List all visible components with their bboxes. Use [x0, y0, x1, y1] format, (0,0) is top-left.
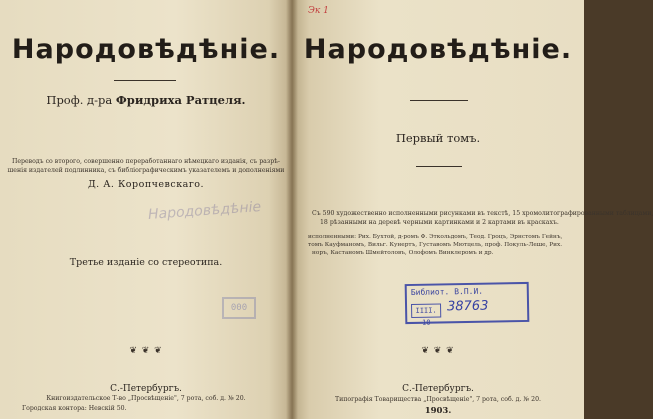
right-title: Народовѣдѣніе. — [303, 34, 573, 65]
edition-note: Третье изданіе со стереотипа. — [69, 257, 223, 268]
left-office: Городская контора: Невскій 50. — [22, 405, 127, 412]
left-title-rule — [114, 80, 176, 81]
left-author — [0, 93, 292, 107]
library-stamp-line-1: Библиот. В.П.И. — [410, 286, 484, 297]
left-publisher: Книгоиздательское Т-во „Просвѣщеніе", 7 рота, соб. д. № 20. — [46, 395, 246, 402]
publication-year: 1903. — [424, 406, 452, 416]
left-page — [0, 0, 292, 419]
right-page — [292, 0, 653, 419]
library-stamp — [405, 282, 530, 327]
translator-name: Д. А. Коропчевскаго. — [87, 179, 205, 190]
translation-line-2: шенія издателей подлинника, съ библіографическимъ указателемъ и дополненіями — [7, 167, 285, 174]
faded-watermark-text: Народовѣдѣніе — [147, 199, 262, 223]
author-prefix: Проф. д-ра — [46, 93, 113, 107]
author-name: Фридриха Ратцеля. — [115, 93, 246, 107]
right-title-rule — [410, 100, 468, 101]
right-printer: Типографія Товарищества „Просвѣщеніе", 7 рота, соб. д. № 20. — [334, 396, 542, 403]
library-stamp-date-box: ІІІІ. 10 — [411, 303, 441, 318]
faded-corner-stamp: 000 — [222, 297, 256, 319]
artists-line-3: норъ, Кастаномъ Шмейтоловъ, Олофомъ Винклеромъ и др. — [312, 250, 494, 256]
illustrations-line-2: 18 рѣзанными на деревѣ черными картинками и 2 картами въ краскахъ. — [320, 219, 559, 226]
left-title: Народовѣдѣніе. — [11, 34, 281, 65]
left-ornament: ❦ ❦ ❦ — [129, 346, 163, 356]
artists-line-2: томъ Кауфманомъ, Вильг. Кунертъ, Густавомъ Мютцель, проф. Покуль-Леше, Рих. — [308, 242, 563, 248]
translation-line-1: Переводъ со второго, совершенно переработаннаго нѣмецкаго изданія, съ разрѣ- — [11, 158, 281, 165]
volume-label: Первый томъ. — [395, 131, 481, 145]
right-ornament: ❦ ❦ ❦ — [421, 346, 455, 356]
illustrations-line-1: Съ 590 художественно исполненными рисунками въ текстѣ, 15 хромолитографированными таблицами, — [312, 210, 653, 217]
left-city: С.-Петербургъ. — [110, 384, 182, 394]
right-volume-rule — [416, 166, 462, 167]
book-gutter — [286, 0, 298, 419]
handwritten-mark: Эк 1 — [308, 6, 329, 16]
artists-line-1: исполненными: Рих. Бухтой, д-ромъ Ф. Эткольдомъ, Теод. Гроцъ, Эрнстомъ Гейнъ, — [308, 234, 563, 240]
library-stamp-number: 38763 — [446, 298, 489, 315]
right-city: С.-Петербургъ. — [402, 384, 474, 394]
